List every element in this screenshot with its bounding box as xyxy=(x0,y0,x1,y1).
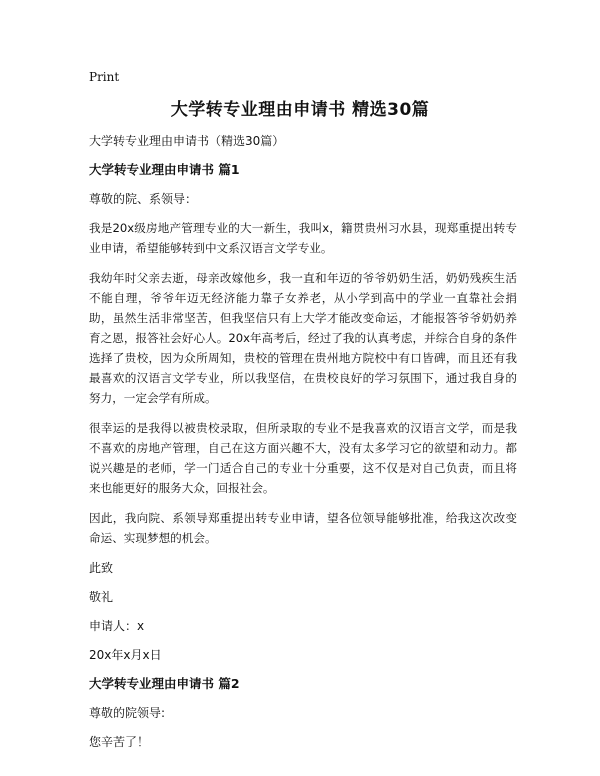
document-body xyxy=(89,131,517,761)
section-2-heading: 大学转专业理由申请书 篇2 xyxy=(89,676,240,691)
section-1-paragraph-1: 我是20x级房地产管理专业的大一新生，我叫x，籍贯贵州习水县，现郑重提出转专业申请，希望能够转到中文系汉语言文学专业。 xyxy=(89,221,517,255)
closing-cizhi: 此致 xyxy=(89,561,114,575)
section-1-paragraph-4: 因此，我向院、系领导郑重提出转专业申请，望各位领导能够批准，给我这次改变命运、实现梦想的机会。 xyxy=(89,511,517,545)
section-2-salutation: 尊敬的院领导: xyxy=(89,706,166,720)
document-subtitle: 大学转专业理由申请书（精选30篇） xyxy=(89,134,285,148)
closing-jingli: 敬礼 xyxy=(89,590,114,604)
section-1-paragraph-3: 很幸运的是我得以被贵校录取，但所录取的专业不是我喜欢的汉语言文学，而是我不喜欢的房地产管理，自己在这方面兴趣不大，没有太多学习它的欲望和动力。都说兴趣是的老师，学一门适合自己的专业十分重要，这不仅是对自己负责，而且将来也能更好的服务大众，回报社会。 xyxy=(89,421,517,495)
document-title: 大学转专业理由申请书 精选30篇 xyxy=(170,100,430,120)
section-1-paragraph-2: 我幼年时父亲去逝，母亲改嫁他乡，我一直和年迈的爷爷奶奶生活，奶奶残疾生活不能自理，爷爷年迈无经济能力靠子女养老，从小学到高中的学业一直靠社会捐助，虽然生活非常坚苦，但我坚信只有上大学才能改变命运，才能报答爷爷奶奶养育之恩，报答社会好心人。20x年高考后，经过了我的认真考虑，并综合自身的条件选择了贵校，因为众所周知，贵校的管理在贵州地方院校中有口皆碑，而且还有我最喜欢的汉语言文学专业，所以我坚信，在贵校良好的学习氛围下，通过我自身的努力，一定会学有所成。 xyxy=(89,271,517,405)
date-line: 20x年x月x日 xyxy=(89,648,162,662)
section-2-greeting: 您辛苦了！ xyxy=(89,735,150,749)
section-1-salutation: 尊敬的院、系领导： xyxy=(89,192,198,206)
print-label: Print xyxy=(89,70,120,84)
section-1-heading: 大学转专业理由申请书 篇1 xyxy=(89,162,240,177)
applicant-line: 申请人：x xyxy=(89,619,145,633)
